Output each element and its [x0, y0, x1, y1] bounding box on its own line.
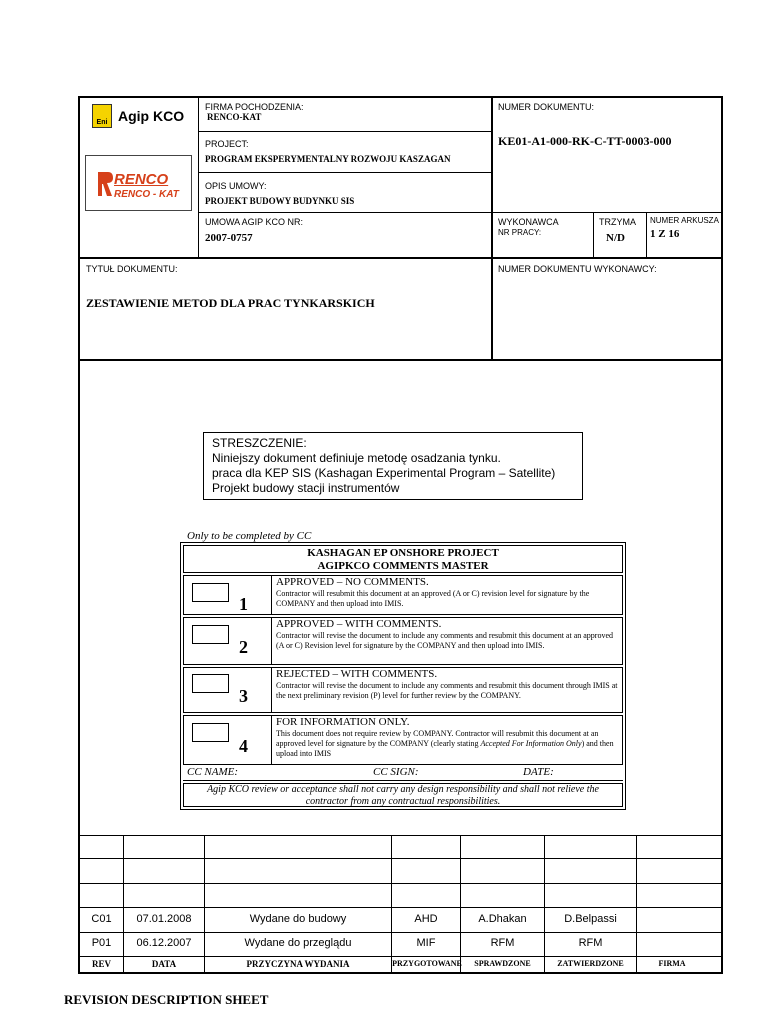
- footer-title: REVISION DESCRIPTION SHEET: [64, 992, 269, 1007]
- rev-cell: P01: [91, 937, 112, 949]
- cc-date-label: DATE:: [523, 766, 554, 778]
- col-header-checked: SPRAWDZONE: [474, 959, 531, 968]
- eni-text: Eni: [96, 119, 108, 126]
- cc-option-1: [183, 575, 623, 615]
- reason-cell: Wydane do przeglądu: [244, 937, 352, 949]
- contract-no-value: 2007-0757: [205, 232, 253, 244]
- cc-option-4-title: FOR INFORMATION ONLY.: [276, 716, 410, 728]
- cc-option-3: [183, 667, 623, 713]
- work-no-label: NR PRACY:: [498, 228, 542, 237]
- doc-no-label: NUMER DOKUMENTU:: [498, 102, 594, 112]
- col-header-rev: REV: [91, 959, 111, 969]
- rev-cell: C01: [91, 913, 112, 925]
- project-value: PROGRAM EKSPERYMENTALNY ROZWOJU KASZAGAN: [205, 154, 451, 164]
- contractor-label: WYKONAWCA: [498, 217, 559, 227]
- sheet-value: 1 Z 16: [650, 228, 680, 240]
- cc-option-4-number: 4: [239, 736, 248, 756]
- summary-line-3: Projekt budowy stacji instrumentów: [212, 481, 400, 495]
- col-header-reason: PRZYCZYNA WYDANIA: [246, 959, 350, 969]
- summary-box: [203, 432, 583, 500]
- cc-option-2-title: APPROVED – WITH COMMENTS.: [276, 618, 442, 630]
- cc-option-3-title: REJECTED – WITH COMMENTS.: [276, 668, 438, 680]
- cc-disclaimer-box: [183, 783, 623, 807]
- cc-sign-row: [183, 767, 623, 781]
- date-cell: 07.01.2008: [136, 913, 192, 925]
- col-header-prepared: PRZYGOTOWANE: [392, 959, 462, 968]
- agip-kco-text: Agip KCO: [118, 108, 185, 124]
- contract-desc-value: PROJEKT BUDOWY BUDYNKU SIS: [205, 196, 355, 206]
- renco-wordmark: RENCO: [114, 171, 169, 188]
- cc-option-2: [183, 617, 623, 665]
- cc-option-4: [183, 715, 623, 765]
- checked-cell: A.Dhakan: [478, 913, 527, 925]
- date-cell: 06.12.2007: [136, 937, 192, 949]
- contract-no-label: UMOWA AGIP KCO NR:: [205, 217, 304, 227]
- project-label: PROJECT:: [205, 139, 249, 149]
- contract-desc-label: OPIS UMOWY:: [205, 181, 267, 191]
- approved-cell: RFM: [578, 937, 603, 949]
- cc-name-label: CC NAME:: [187, 766, 239, 778]
- holder-value: N/D: [606, 232, 625, 244]
- cc-option-1-checkbox[interactable]: [192, 583, 229, 602]
- reason-cell: Wydane do budowy: [249, 913, 347, 925]
- sheet-label: NUMER ARKUSZA: [650, 216, 719, 225]
- prepared-cell: MIF: [416, 937, 436, 949]
- cc-sign-label: CC SIGN:: [373, 766, 419, 778]
- cc-title-2: AGIPKCO COMMENTS MASTER: [317, 560, 489, 572]
- cc-option-2-checkbox[interactable]: [192, 625, 229, 644]
- summary-line-2: praca dla KEP SIS (Kashagan Experimental Program – Satellite): [212, 466, 556, 480]
- doc-no-value: KE01-A1-000-RK-C-TT-0003-000: [498, 134, 672, 148]
- origin-value: RENCO-KAT: [207, 112, 262, 122]
- summary-line-1: Niniejszy dokument definiuje metodę osadzania tynku.: [212, 451, 501, 465]
- renco-kat-wordmark: RENCO - KAT: [114, 189, 179, 200]
- origin-label: FIRMA POCHODZENIA:: [205, 102, 304, 112]
- contractor-doc-no-label: NUMER DOKUMENTU WYKONAWCY:: [498, 264, 657, 274]
- cc-option-3-checkbox[interactable]: [192, 674, 229, 693]
- eni-dog-icon: [92, 104, 112, 128]
- cc-option-1-number: 1: [239, 594, 248, 614]
- doc-title-value: ZESTAWIENIE METOD DLA PRAC TYNKARSKICH: [86, 296, 375, 310]
- cc-option-3-number: 3: [239, 686, 248, 706]
- cc-option-2-number: 2: [239, 637, 248, 657]
- cc-option-3-body: Contractor will revise the document to include any comments and resubmit this document through IMIS at the next preliminary revision (P) level for further review by the COMPANY.: [276, 681, 618, 700]
- cc-option-1-title: APPROVED – NO COMMENTS.: [276, 576, 429, 588]
- cc-disclaimer: Agip KCO review or acceptance shall not carry any design responsibility and shall not relieve the contractor from any contractual responsibilities.: [207, 784, 599, 807]
- cc-title-1: KASHAGAN EP ONSHORE PROJECT: [307, 547, 499, 559]
- holder-label: TRZYMA: [599, 217, 636, 227]
- renco-r-icon: [96, 170, 114, 203]
- cc-option-4-body: This document does not require review by COMPANY. Contractor will resubmit this document at an approved level for signature by the COMPANY (clearly stating Accepted For Information Only) and then upload into IMIS: [276, 729, 614, 758]
- renco-logo: [85, 155, 192, 211]
- col-header-company: FIRMA: [658, 959, 686, 968]
- cc-comments-box: [180, 542, 626, 810]
- cc-option-1-body: Contractor will resubmit this document at an approved (A or C) revision level for signature by the COMPANY and then upload into IMIS.: [276, 589, 590, 608]
- doc-title-label: TYTUŁ DOKUMENTU:: [86, 264, 178, 274]
- approved-cell: D.Belpassi: [564, 913, 617, 925]
- col-header-approved: ZATWIERDZONE: [557, 959, 624, 968]
- summary-label: STRESZCZENIE:: [212, 436, 307, 450]
- prepared-cell: AHD: [414, 913, 438, 925]
- cc-option-4-checkbox[interactable]: [192, 723, 229, 742]
- only-cc-note: Only to be completed by CC: [187, 530, 312, 542]
- agip-kco-logo: [92, 104, 184, 128]
- checked-cell: RFM: [490, 937, 515, 949]
- cc-title-block: [183, 545, 623, 573]
- cc-option-2-body: Contractor will revise the document to include any comments and resubmit this document at an approved (A or C) Revision level for signature by the COMPANY and then upload into IMIS.: [276, 631, 614, 650]
- col-header-date: DATA: [151, 959, 177, 969]
